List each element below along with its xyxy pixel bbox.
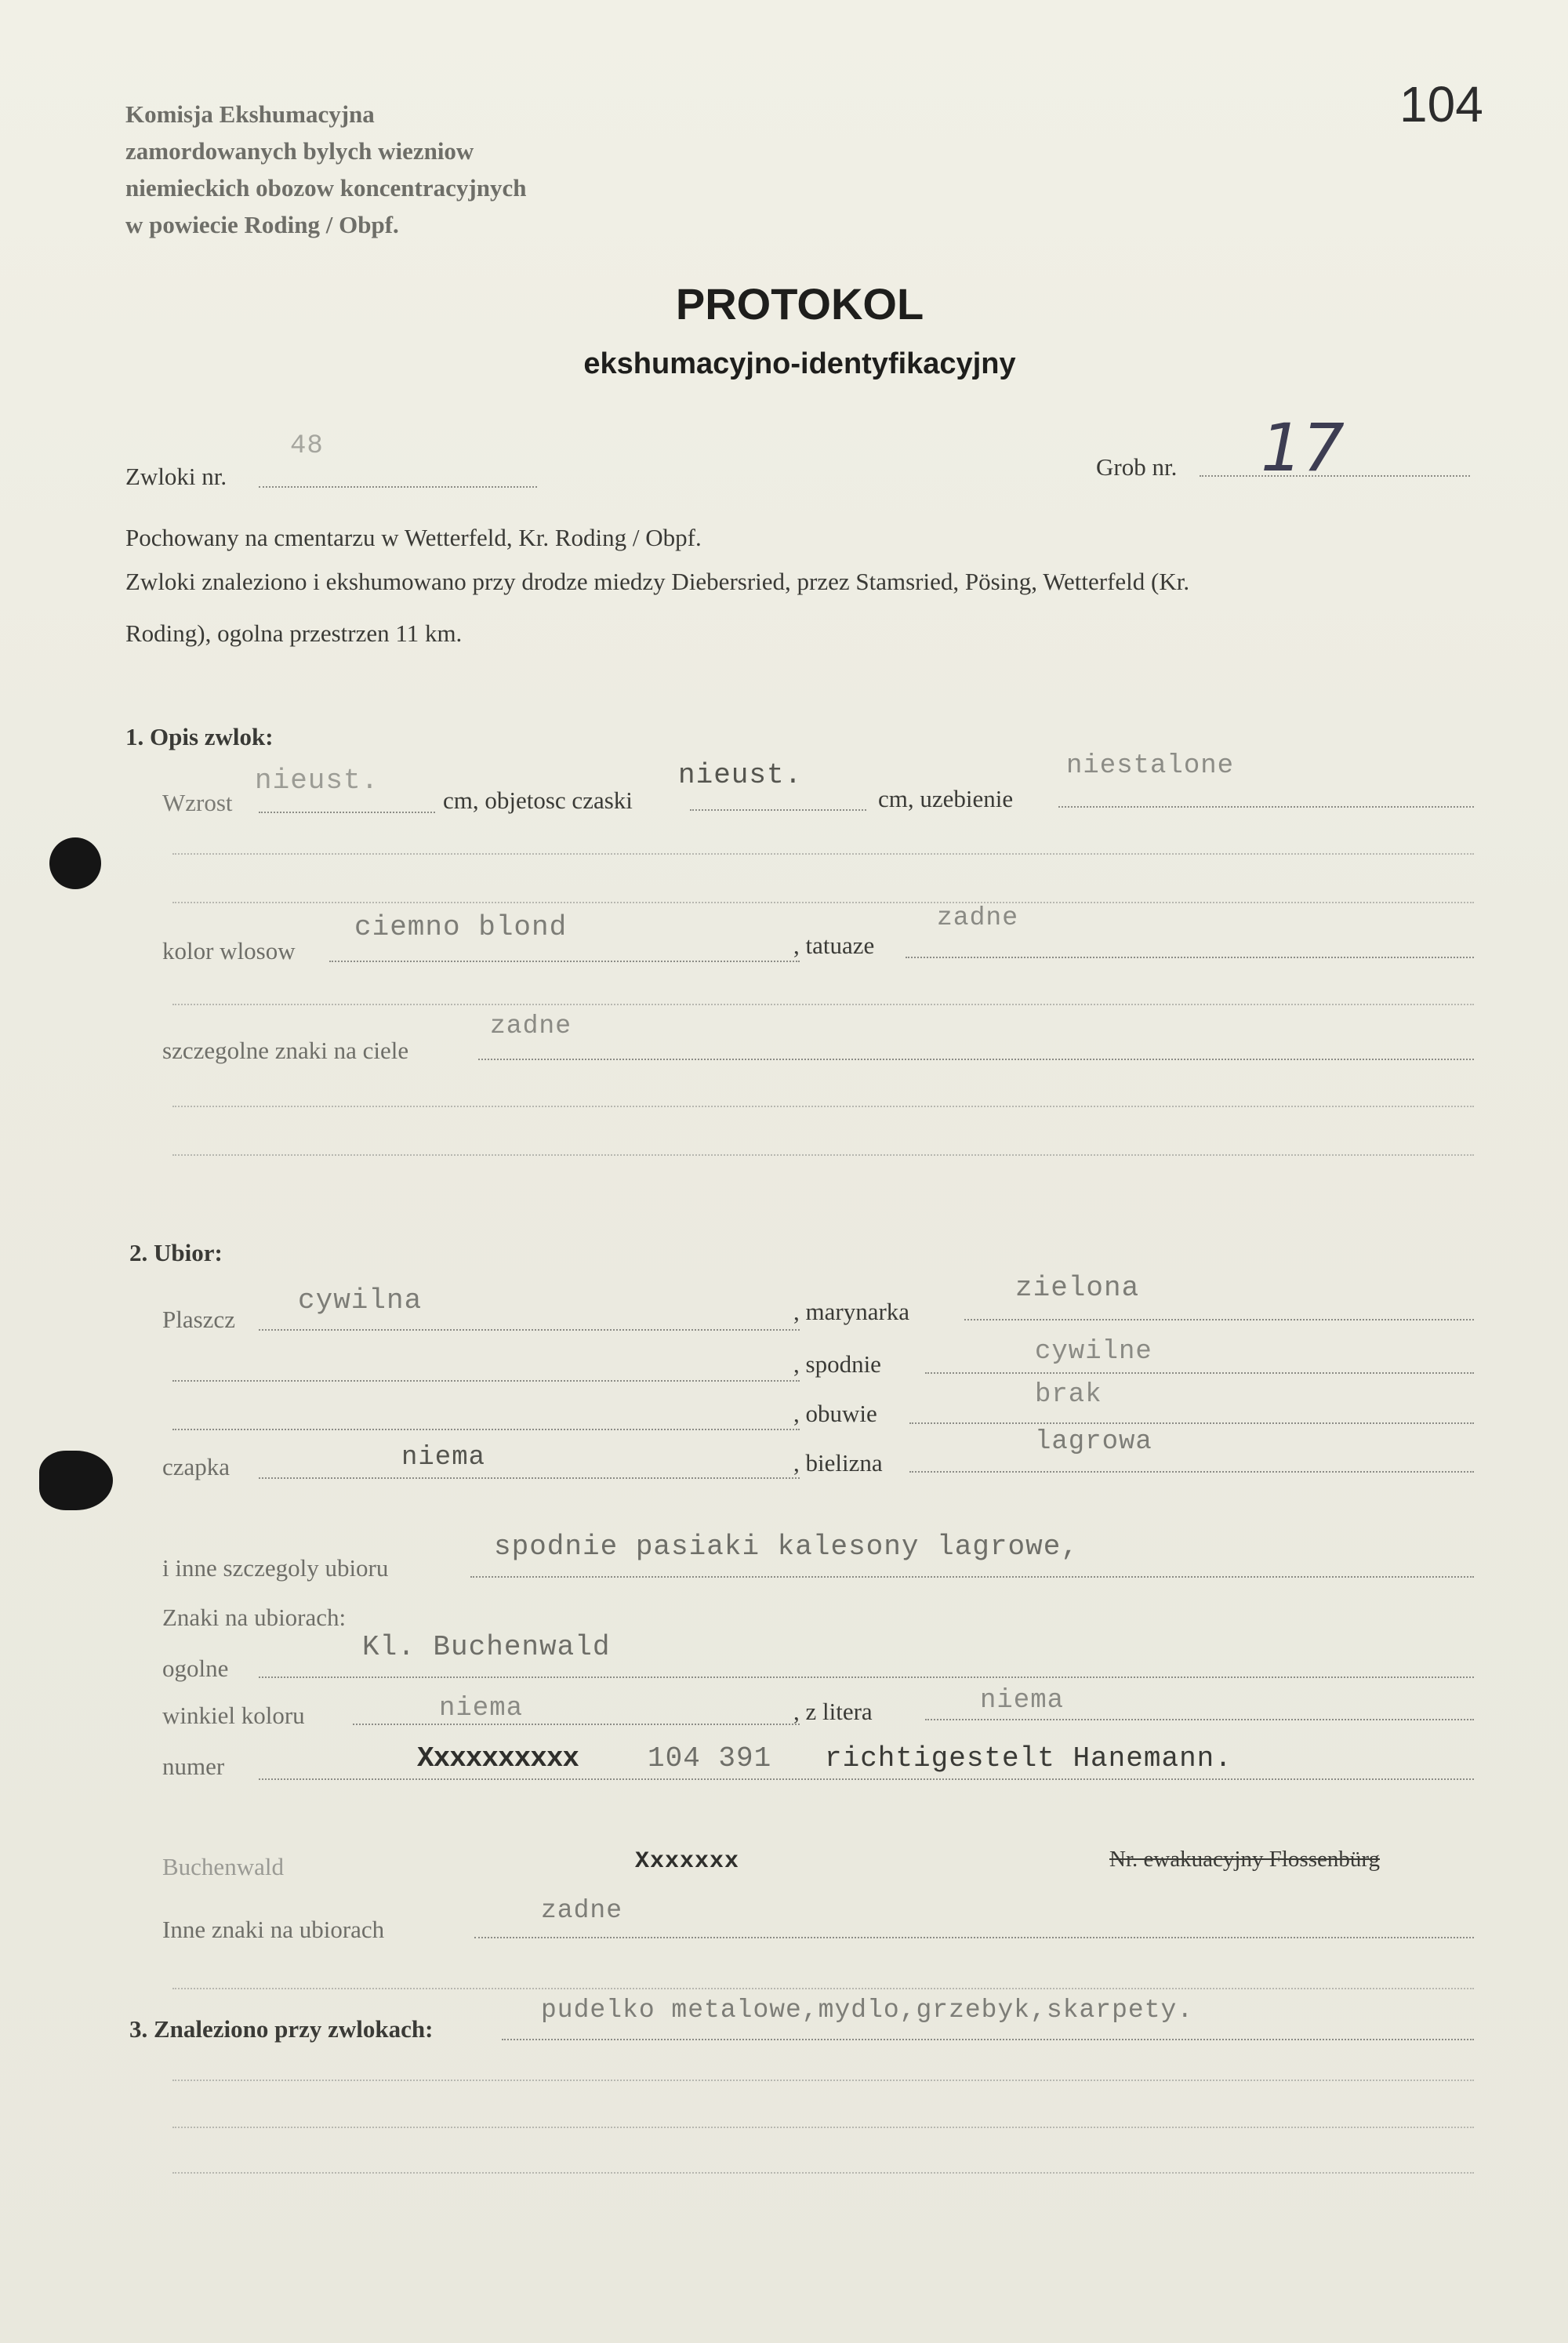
buchenwald-label: Buchenwald <box>162 1853 284 1880</box>
inne-label: i inne szczegoly ubioru <box>162 1554 389 1582</box>
commission-header <box>125 96 526 243</box>
czaszka-fill-line <box>690 809 866 811</box>
numer-note: richtigestelt Hanemann. <box>825 1742 1232 1775</box>
spodnie-value: cywilne <box>1035 1337 1152 1367</box>
grob-value: 17 <box>1261 409 1345 486</box>
czaszka-label: cm, objetosc czaski <box>443 786 633 814</box>
burial-line-3: Roding), ogolna przestrzen 11 km. <box>125 619 463 647</box>
blank-line <box>172 1154 1474 1156</box>
blank-line <box>172 853 1474 855</box>
section-2-heading: 2. Ubior: <box>129 1239 223 1266</box>
blank-fill-line <box>172 1380 800 1382</box>
wzrost-fill-line <box>259 812 435 813</box>
marynarka-value: zielona <box>1015 1272 1140 1304</box>
czaszka-value: nieust. <box>678 759 803 791</box>
wzrost-value: nieust. <box>255 765 379 797</box>
blank-line <box>172 2127 1474 2128</box>
winkiel-label: winkiel koloru <box>162 1702 305 1729</box>
bielizna-label: , bielizna <box>793 1449 883 1477</box>
litera-fill-line <box>925 1719 1474 1720</box>
czapka-label: czapka <box>162 1453 230 1480</box>
section-3-value: pudelko metalowe,mydlo,grzebyk,skarpety. <box>541 1996 1194 2025</box>
marynarka-label: , marynarka <box>793 1298 910 1325</box>
bielizna-value: lagrowa <box>1035 1427 1152 1457</box>
obuwie-value: brak <box>1035 1380 1102 1410</box>
czapka-value: niema <box>401 1443 486 1473</box>
spodnie-label: , spodnie <box>793 1350 881 1378</box>
spodnie-fill-line <box>925 1372 1474 1374</box>
burial-line-2: Zwloki znaleziono i ekshumowano przy drodze miedzy Diebersried, przez Stamsried, Pösing, Wetterfeld (Kr. <box>125 568 1190 595</box>
numer-value: 104 391 <box>648 1742 772 1775</box>
wzrost-label: Wzrost <box>162 789 233 816</box>
document-subtitle: ekshumacyjno-identyfikacyjny <box>583 347 1016 380</box>
grob-fill-line <box>1200 475 1470 477</box>
znaki-ubiorach-heading: Znaki na ubiorach: <box>162 1604 347 1631</box>
commission-line: w powiecie Roding / Obpf. <box>125 211 399 238</box>
blank-line <box>172 902 1474 903</box>
winkiel-fill-line <box>353 1724 800 1725</box>
blank-line <box>172 1004 1474 1005</box>
plaszcz-label: Plaszcz <box>162 1306 235 1333</box>
commission-line: Komisja Ekshumacyjna <box>125 100 375 128</box>
blank-fill-line <box>172 1429 800 1430</box>
uzebienie-fill-line <box>1058 806 1474 808</box>
marynarka-fill-line <box>964 1319 1474 1320</box>
znaki-fill-line <box>478 1059 1474 1060</box>
zwloki-label: Zwloki nr. <box>125 463 227 490</box>
flossenburg-label: Nr. ewakuacyjny Flossenbürg <box>1109 1847 1380 1872</box>
znaki-value: zadne <box>490 1012 572 1041</box>
winkiel-value: niema <box>439 1694 524 1724</box>
blank-line <box>172 2172 1474 2174</box>
bielizna-fill-line <box>909 1471 1474 1473</box>
zwloki-fill-line <box>259 486 537 488</box>
plaszcz-fill-line <box>259 1329 800 1331</box>
blank-line <box>172 1106 1474 1107</box>
znaki-label: szczegolne znaki na ciele <box>162 1037 409 1064</box>
burial-line-1: Pochowany na cmentarzu w Wetterfeld, Kr. Roding / Obpf. <box>125 524 702 551</box>
ogolne-label: ogolne <box>162 1655 229 1682</box>
tatuaze-fill-line <box>906 957 1474 958</box>
uzebienie-label: cm, uzebienie <box>878 785 1014 812</box>
document-title: PROTOKOL <box>675 279 924 329</box>
uzebienie-value: niestalone <box>1066 751 1235 781</box>
kolor-label: kolor wlosow <box>162 937 296 964</box>
kolor-fill-line <box>329 961 800 962</box>
tatuaze-value: zadne <box>937 903 1019 932</box>
numer-struck: Xxxxxxxxxx <box>417 1742 579 1775</box>
grob-label: Grob nr. <box>1096 453 1178 481</box>
litera-value: niema <box>980 1686 1065 1716</box>
inne-value: spodnie pasiaki kalesony lagrowe, <box>494 1531 1079 1563</box>
section-3-fill-line <box>502 2039 1474 2040</box>
inne-znaki-fill-line <box>474 1937 1474 1938</box>
litera-label: , z litera <box>793 1698 873 1725</box>
zwloki-value: 48 <box>290 431 324 461</box>
section-1-heading: 1. Opis zwlok: <box>125 723 274 750</box>
punch-hole <box>49 837 101 889</box>
kolor-value: ciemno blond <box>354 911 568 943</box>
section-3-heading: 3. Znaleziono przy zwlokach: <box>129 2015 434 2043</box>
numer-label: numer <box>162 1753 225 1780</box>
obuwie-fill-line <box>909 1422 1474 1424</box>
tatuaze-label: , tatuaze <box>793 932 875 959</box>
czapka-fill-line <box>259 1477 800 1479</box>
blank-line <box>172 1988 1474 1989</box>
buchenwald-struck: Xxxxxxx <box>635 1848 740 1875</box>
ogolne-value: Kl. Buchenwald <box>362 1631 611 1663</box>
page-number: 104 <box>1399 76 1483 133</box>
commission-line: niemieckich obozow koncentracyjnych <box>125 174 527 202</box>
obuwie-label: , obuwie <box>793 1400 877 1427</box>
plaszcz-value: cywilna <box>298 1284 423 1317</box>
inne-fill-line <box>470 1576 1474 1578</box>
ogolne-fill-line <box>259 1676 1474 1678</box>
commission-line: zamordowanych bylych wiezniow <box>125 137 474 165</box>
blank-line <box>172 2080 1474 2081</box>
punch-hole <box>39 1451 113 1510</box>
inne-znaki-value: zadne <box>541 1896 623 1925</box>
numer-fill-line <box>259 1778 1474 1780</box>
inne-znaki-label: Inne znaki na ubiorach <box>162 1916 385 1943</box>
